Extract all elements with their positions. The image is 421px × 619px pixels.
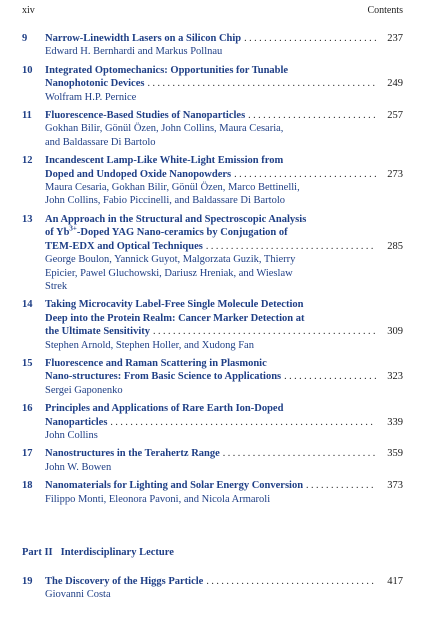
- chapter-title-last-line[interactable]: [45, 447, 403, 460]
- entry-body: [45, 298, 403, 352]
- toc-entry[interactable]: [22, 109, 403, 149]
- page-number[interactable]: 257: [387, 110, 403, 122]
- chapter-number: 13: [22, 213, 33, 225]
- chapter-title-last-line[interactable]: [45, 77, 403, 90]
- entry-body: [45, 32, 403, 59]
- chapter-title-text[interactable]: Nanomaterials for Lighting and Solar Energy Conversion: [45, 480, 304, 492]
- author-line: Stephen Arnold, Stephen Holler, and Xudong Fan: [45, 339, 254, 351]
- chapter-title-text[interactable]: Nano-structures: From Basic Science to Applications: [45, 371, 282, 383]
- page-number[interactable]: 417: [387, 576, 403, 587]
- page-number[interactable]: 373: [387, 480, 403, 492]
- entry-body: [45, 402, 403, 442]
- toc-entry[interactable]: [22, 575, 403, 602]
- toc-entry[interactable]: [22, 447, 403, 474]
- header-section-title: Contents: [367, 5, 403, 16]
- chapter-title-last-line[interactable]: [45, 109, 403, 122]
- chapter-title-last-line[interactable]: [45, 479, 403, 492]
- author-line: Giovanni Costa: [45, 589, 111, 601]
- page-number[interactable]: 309: [387, 326, 403, 338]
- chapter-number: 19: [22, 576, 33, 587]
- page-number[interactable]: 323: [387, 371, 403, 383]
- author-line: Sergei Gaponenko: [45, 384, 123, 396]
- author-line: John W. Bowen: [45, 461, 112, 473]
- chapter-title-line[interactable]: Fluorescence and Raman Scattering in Plasmonic: [45, 357, 267, 369]
- toc-entry[interactable]: [22, 64, 403, 104]
- chapter-title-line[interactable]: Deep into the Protein Realm: Cancer Marker Detection at: [45, 312, 305, 324]
- part-label: Part II: [22, 547, 53, 558]
- author-line: Maura Cesaria, Gokhan Bilir, Gönül Özen, Marco Bettinelli,: [45, 182, 300, 194]
- chapter-title-line[interactable]: [45, 226, 403, 239]
- dot-leader: [147, 77, 376, 90]
- chapter-number: 9: [22, 33, 28, 44]
- page-number[interactable]: 339: [387, 416, 403, 428]
- toc-entry[interactable]: [22, 402, 403, 442]
- chapter-title-text[interactable]: Doped and Undoped Oxide Nanopowders: [45, 168, 232, 180]
- chapter-title-text[interactable]: Narrow-Linewidth Lasers on a Silicon Chip: [45, 33, 242, 44]
- chapter-title-last-line[interactable]: [45, 168, 403, 181]
- author-line: Edward H. Bernhardi and Markus Pollnau: [45, 46, 223, 58]
- chapter-number: 12: [22, 155, 33, 167]
- table-of-contents-part-2: [22, 575, 403, 607]
- entry-body: [45, 357, 403, 397]
- page-number[interactable]: 285: [387, 240, 403, 252]
- entry-body: [45, 479, 403, 506]
- chapter-title-text[interactable]: the Ultimate Sensitivity: [45, 326, 150, 338]
- dot-leader: [206, 575, 376, 588]
- toc-entry[interactable]: [22, 154, 403, 208]
- chapter-title-last-line[interactable]: [45, 575, 403, 588]
- toc-entry[interactable]: [22, 32, 403, 59]
- dot-leader: [248, 109, 376, 122]
- toc-entry[interactable]: [22, 357, 403, 397]
- page-number[interactable]: 249: [387, 78, 403, 90]
- author-line: Gokhan Bilir, Gönül Özen, John Collins, Maura Cesaria,: [45, 123, 284, 135]
- chapter-title-text[interactable]: TEM-EDX and Optical Techniques: [45, 240, 203, 252]
- author-line: Wolfram H.P. Pernice: [45, 91, 137, 103]
- chapter-title-last-line[interactable]: [45, 240, 403, 253]
- entry-body: [45, 109, 403, 149]
- author-line: John Collins, Fabio Piccinelli, and Baldassare Di Bartolo: [45, 195, 286, 207]
- chapter-title-last-line[interactable]: [45, 416, 403, 429]
- dot-leader: [244, 32, 376, 45]
- chapter-title-text[interactable]: Fluorescence-Based Studies of Nanoparticles: [45, 110, 246, 122]
- chapter-number: 11: [22, 110, 32, 122]
- dot-leader: [206, 240, 376, 253]
- entry-body: [45, 154, 403, 208]
- chapter-title-text[interactable]: Nanophotonic Devices: [45, 78, 145, 90]
- author-line: and Baldassare Di Bartolo: [45, 136, 156, 148]
- chapter-number: 15: [22, 357, 33, 369]
- chapter-title-text[interactable]: The Discovery of the Higgs Particle: [45, 576, 204, 587]
- chapter-number: 17: [22, 448, 33, 460]
- chapter-title-last-line[interactable]: [45, 32, 403, 45]
- chapter-number: 14: [22, 299, 33, 311]
- page-number[interactable]: 273: [387, 168, 403, 180]
- chapter-title-last-line[interactable]: [45, 325, 403, 338]
- chapter-number: 16: [22, 403, 33, 415]
- dot-leader: [110, 416, 376, 429]
- page-number[interactable]: 359: [387, 448, 403, 460]
- author-line: George Boulon, Yannick Guyot, Malgorzata Guzik, Thierry: [45, 254, 296, 266]
- running-header: [22, 5, 403, 17]
- dot-leader: [153, 325, 376, 338]
- chapter-title-line[interactable]: Integrated Optomechanics: Opportunities for Tunable: [45, 64, 289, 76]
- title-text: -Doped YAG Nano-ceramics by Conjugation of: [76, 227, 288, 239]
- toc-entry[interactable]: [22, 213, 403, 293]
- chapter-number: 18: [22, 480, 33, 492]
- entry-body: [45, 447, 403, 474]
- author-line: Strek: [45, 280, 68, 292]
- title-text: of Yb: [45, 227, 70, 239]
- toc-entry[interactable]: [22, 479, 403, 506]
- author-line: Epicier, Pawel Gluchowski, Dariusz Hreniak, and Wieslaw: [45, 267, 293, 279]
- chapter-title-line[interactable]: An Approach in the Structural and Spectroscopic Analysis: [45, 213, 307, 225]
- chapter-title-line[interactable]: Incandescent Lamp-Like White-Light Emission from: [45, 155, 284, 167]
- entry-body: [45, 64, 403, 104]
- header-page-number: xiv: [22, 5, 35, 16]
- toc-entry[interactable]: [22, 298, 403, 352]
- superscript: 3+: [69, 224, 77, 233]
- page-number[interactable]: 237: [387, 33, 403, 44]
- author-line: Filippo Monti, Eleonora Pavoni, and Nicola Armaroli: [45, 493, 271, 505]
- chapter-title-text[interactable]: Nanoparticles: [45, 416, 108, 428]
- chapter-number: 10: [22, 64, 33, 76]
- entry-body: [45, 213, 403, 293]
- chapter-title-last-line[interactable]: [45, 370, 403, 383]
- dot-leader: [284, 370, 376, 383]
- entry-body: [45, 575, 403, 602]
- dot-leader: [234, 168, 376, 181]
- part-title: Interdisciplinary Lecture: [60, 547, 174, 558]
- part-heading: [22, 547, 174, 558]
- chapter-title-line[interactable]: Principles and Applications of Rare Earth Ion-Doped: [45, 403, 284, 415]
- table-of-contents: [22, 32, 403, 511]
- dot-leader: [223, 447, 376, 460]
- author-line: John Collins: [45, 429, 98, 441]
- dot-leader: [306, 479, 376, 492]
- chapter-title-line[interactable]: Taking Microcavity Label-Free Single Molecule Detection: [45, 299, 304, 311]
- chapter-title-text[interactable]: Nanostructures in the Terahertz Range: [45, 448, 220, 460]
